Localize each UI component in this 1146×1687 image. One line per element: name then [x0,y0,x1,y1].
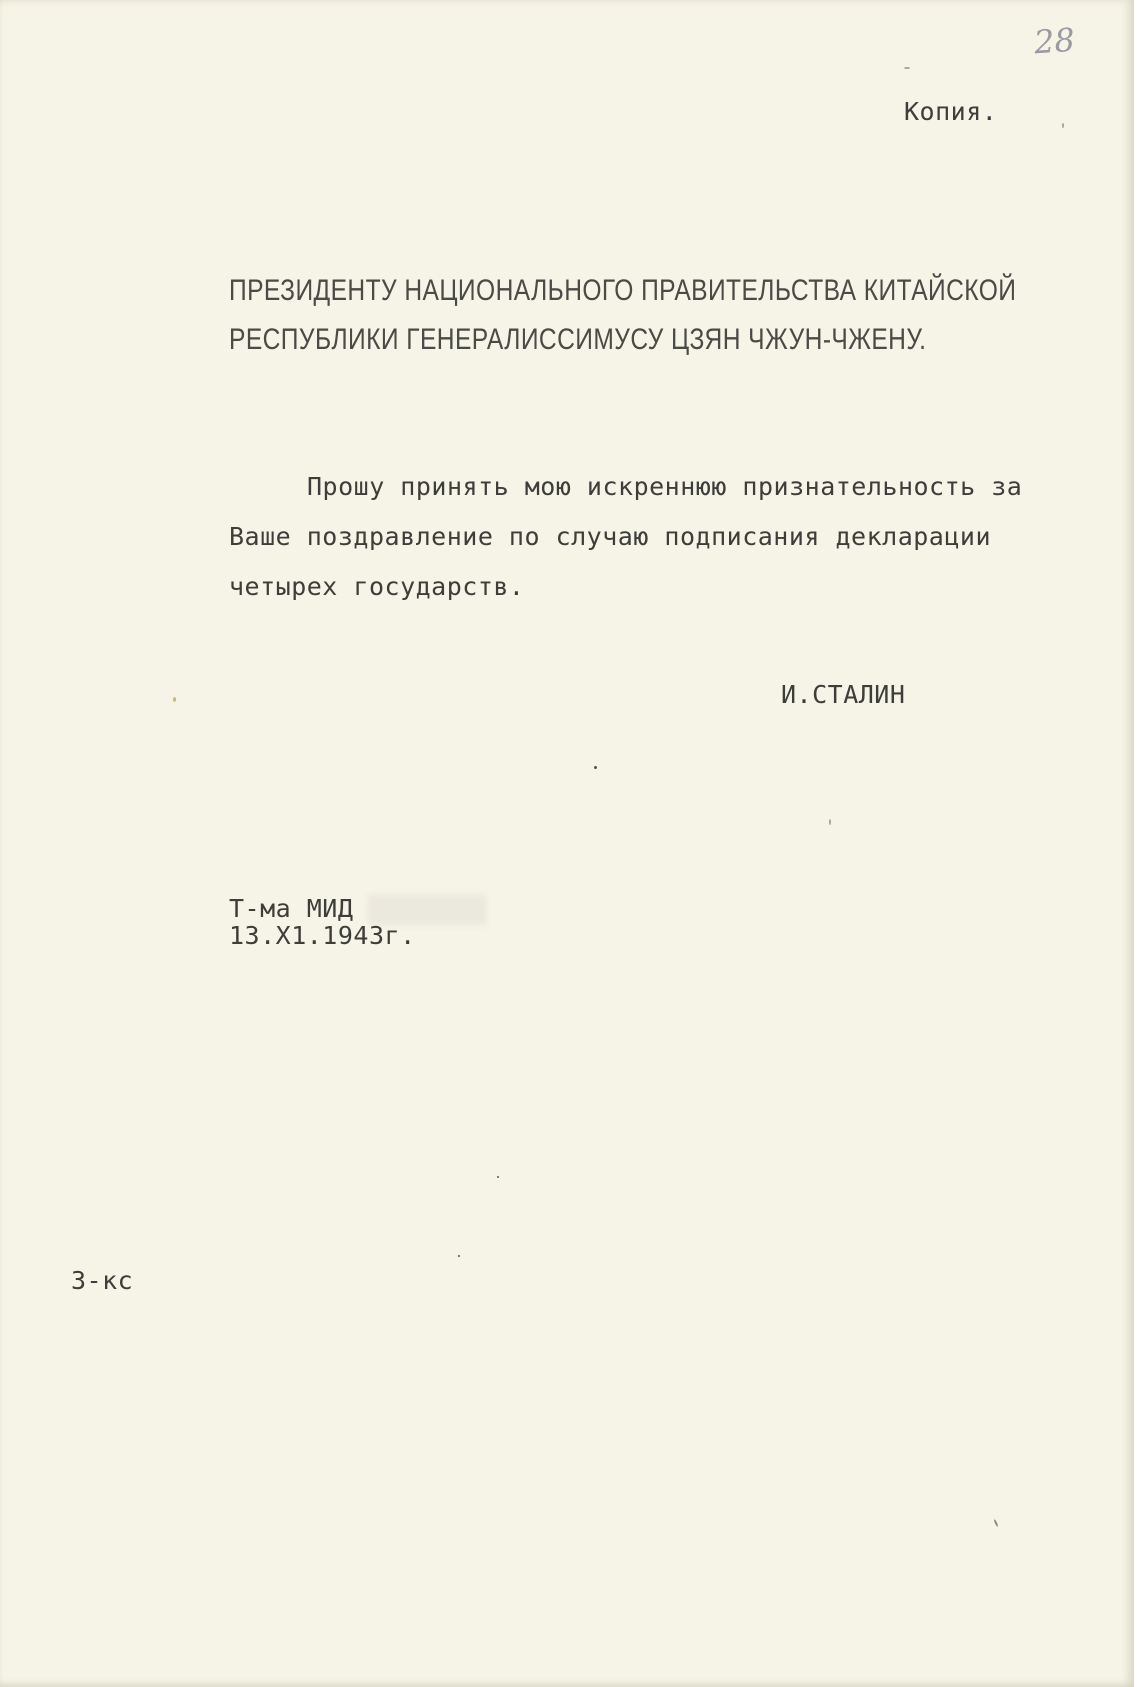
body-line-3: четырех государств. [229,572,525,601]
paper-speck [829,819,831,825]
paper-speck [497,1176,499,1178]
signature: И.СТАЛИН [781,680,906,709]
reference-line-1: Т-ма МИД [229,894,354,923]
paper-speck [904,67,910,69]
paper-speck [1062,123,1064,128]
body-line-1: Прошу принять мою искреннюю признательность за [307,472,1023,501]
paper-speck [594,766,597,769]
addressee-line-1: ПРЕЗИДЕНТУ НАЦИОНАЛЬНОГО ПРАВИТЕЛЬСТВА КИТАЙСКОЙ [229,274,1017,307]
reference-date: 13.Х1.1943г. [229,921,416,950]
handwritten-page-number: 28 [1032,20,1076,62]
copy-label: Копия. [904,97,998,126]
body-line-2: Ваше поздравление по случаю подписания декларации [229,522,992,551]
paper-speck [993,1519,998,1527]
paper-speck [173,697,176,702]
addressee-line-2: РЕСПУБЛИКИ ГЕНЕРАЛИССИМУСУ ЦЗЯН ЧЖУН-ЧЖЕНУ. [229,323,927,356]
paper-speck [458,1255,460,1257]
distribution-mark: 3-кс [71,1266,134,1295]
